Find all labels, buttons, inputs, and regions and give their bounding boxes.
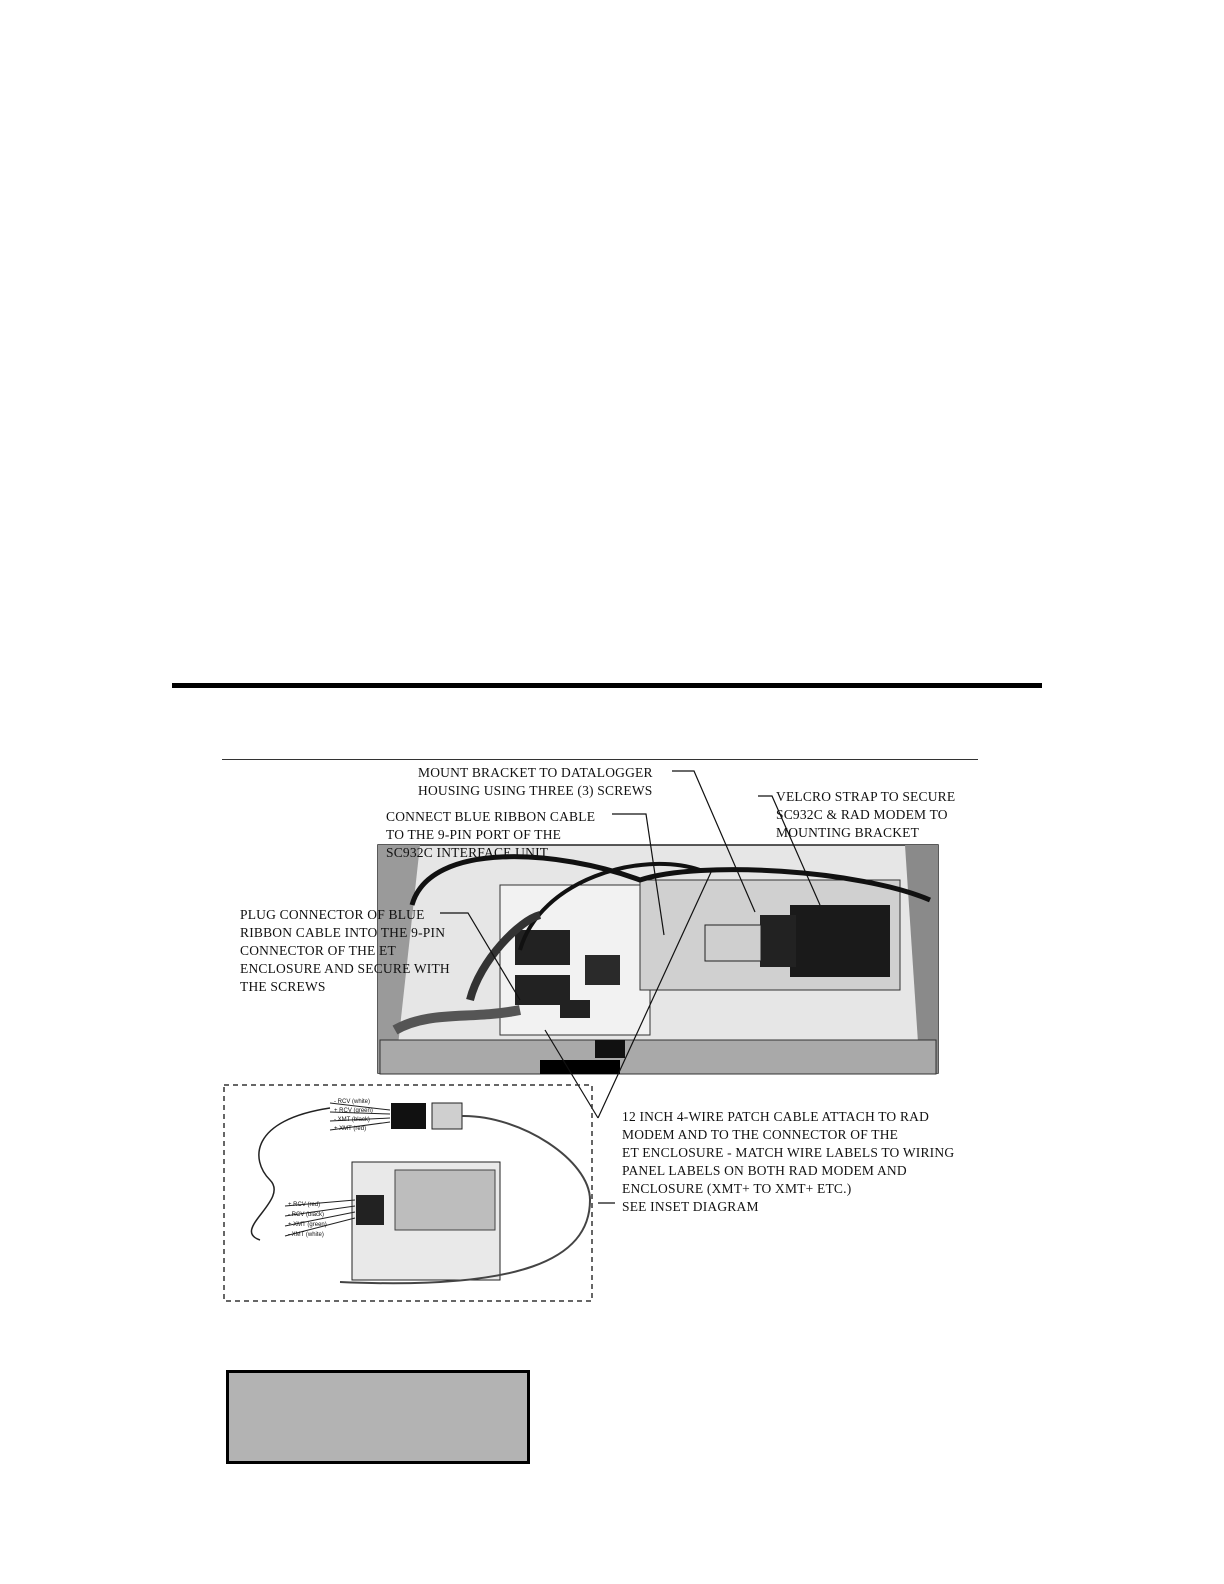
inset-connector-left: [391, 1103, 426, 1129]
installation-photo: [378, 845, 938, 1074]
inset-label-bottom-3: + XMT (green): [288, 1222, 327, 1228]
inset-label-bottom-2: - RCV (black): [288, 1212, 325, 1218]
inset-label-bottom-4: - XMT (white): [288, 1232, 324, 1238]
inset-label-top-1: - RCV (white): [334, 1099, 371, 1105]
inset-label-top-3: - XMT (black): [334, 1117, 370, 1123]
inset-label-top-4: + XMT (red): [334, 1126, 367, 1132]
inset-label-bottom-1: + RCV (red): [288, 1202, 321, 1208]
sc932c-connector: [760, 915, 796, 967]
inset-connector-right: [432, 1103, 462, 1129]
callout-mount-bracket: MOUNT BRACKET TO DATALOGGER HOUSING USING THREE (3) SCREWS: [418, 765, 653, 798]
inset-diagram: [224, 1085, 592, 1301]
callout-connect-blue-ribbon: CONNECT BLUE RIBBON CABLE TO THE 9-PIN PORT OF THE SC932C INTERFACE UNIT: [386, 809, 596, 860]
rad-modem-body: [790, 905, 890, 977]
gray-placeholder-box: [226, 1370, 530, 1464]
callout-plug-connector: PLUG CONNECTOR OF BLUE RIBBON CABLE INTO THE 9-PIN CONNECTOR OF THE ET ENCLOSURE AND SECURE WITH THE SCREWS: [240, 907, 450, 994]
callout-patch-cable: 12 INCH 4-WIRE PATCH CABLE ATTACH TO RAD MODEM AND TO THE CONNECTOR OF THE ET ENCLOSURE - MATCH WIRE LABELS TO WIRING PANEL LABELS ON BOTH RAD MODEM AND ENCLOSURE (XMT+ TO XMT+ ETC.) SEE INSET DIAGRAM: [622, 1109, 955, 1214]
callout-velcro-strap: VELCRO STRAP TO SECURE SC932C & RAD MODEM TO MOUNTING BRACKET: [776, 789, 956, 840]
inset-label-top-2: + RCV (green): [334, 1108, 373, 1114]
db-adapter: [705, 925, 761, 961]
